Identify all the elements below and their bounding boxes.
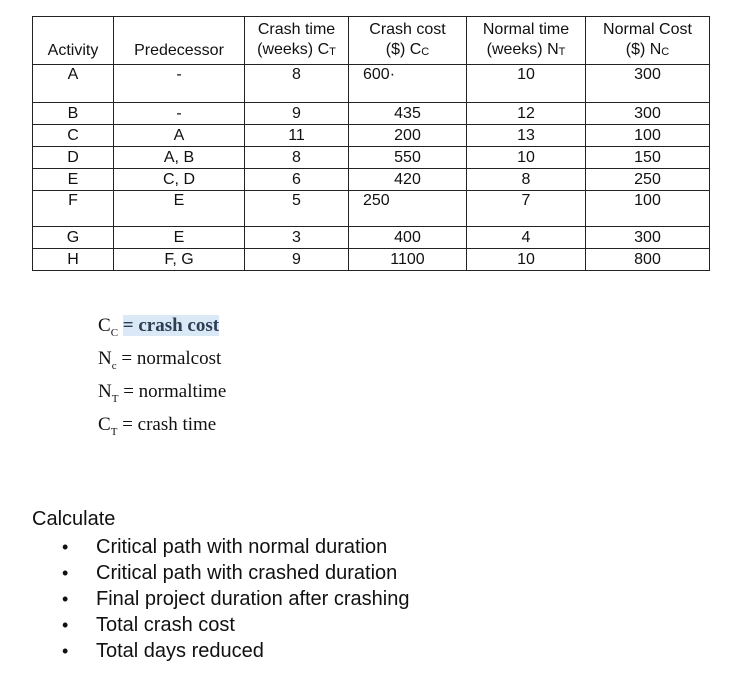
list-item: • Critical path with normal duration	[62, 536, 388, 558]
cell-normal-cost: 300	[586, 65, 710, 103]
cell-crash-time: 3	[245, 227, 349, 249]
cell-activity: E	[33, 169, 114, 191]
cell-crash-cost: 250	[349, 191, 467, 227]
list-item: • Total crash cost	[62, 614, 235, 636]
calculate-section	[32, 508, 410, 664]
cell-crash-cost: 550	[349, 147, 467, 169]
table-row-a	[33, 65, 710, 103]
table-row-g	[33, 227, 710, 249]
legend-definition: = normaltime	[123, 381, 227, 402]
list-item: • Final project duration after crashing	[62, 588, 410, 610]
cell-activity: B	[33, 103, 114, 125]
cell-normal-time: 4	[467, 227, 586, 249]
cell-crash-time: 11	[245, 125, 349, 147]
legend-item-crash-time	[98, 414, 216, 438]
bullet-icon: •	[62, 615, 69, 635]
cell-normal-cost: 100	[586, 191, 710, 227]
bullet-icon: •	[62, 537, 69, 557]
header-normal-time: Normal time (weeks) $N_T$	[467, 17, 586, 65]
cell-activity: F	[33, 191, 114, 227]
legend-item-crash-cost	[98, 315, 219, 339]
table-row-e	[33, 169, 710, 191]
cell-predecessor: A	[114, 125, 245, 147]
header-crash-time: Crash time (weeks) $C_T$	[245, 17, 349, 65]
cell-activity: D	[33, 147, 114, 169]
table-row-d	[33, 147, 710, 169]
cell-normal-time: 7	[467, 191, 586, 227]
legend-definition: = crash time	[122, 414, 217, 435]
legend-definition: = crash cost	[122, 315, 220, 336]
legend-definition: = normalcost	[121, 348, 222, 369]
cell-crash-cost: 435	[349, 103, 467, 125]
table-row-b	[33, 103, 710, 125]
list-item: • Total days reduced	[62, 640, 264, 662]
cell-crash-time: 6	[245, 169, 349, 191]
cell-predecessor: E	[114, 191, 245, 227]
legend-symbol: $N_c$	[98, 348, 117, 372]
cell-crash-time: 8	[245, 147, 349, 169]
header-crash-cost: Crash cost ($) $C_C$	[349, 17, 467, 65]
list-item: • Critical path with crashed duration	[62, 562, 398, 584]
cell-activity: H	[33, 249, 114, 271]
calculate-title: Calculate	[32, 508, 116, 530]
cell-normal-cost: 300	[586, 227, 710, 249]
cell-predecessor: F, G	[114, 249, 245, 271]
cell-predecessor: -	[114, 65, 245, 103]
cell-normal-cost: 100	[586, 125, 710, 147]
cell-normal-time: 8	[467, 169, 586, 191]
cell-normal-time: 12	[467, 103, 586, 125]
cell-predecessor: C, D	[114, 169, 245, 191]
legend-symbol: $C_C$	[98, 315, 119, 339]
table-header-row	[33, 17, 710, 65]
cell-crash-time: 5	[245, 191, 349, 227]
calculate-list	[32, 534, 410, 664]
cell-normal-time: 10	[467, 65, 586, 103]
bullet-icon: •	[62, 589, 69, 609]
legend-symbol: $C_T$	[98, 414, 118, 438]
header-activity: Activity	[33, 17, 114, 65]
cell-normal-cost: 250	[586, 169, 710, 191]
table-row-f	[33, 191, 710, 227]
header-normal-cost: Normal Cost ($) $N_C$	[586, 17, 710, 65]
table-row-h	[33, 249, 710, 271]
legend-item-normal-time	[98, 381, 226, 405]
cell-crash-cost: 200	[349, 125, 467, 147]
cell-predecessor: A, B	[114, 147, 245, 169]
legend-item-normal-cost	[98, 348, 221, 372]
cell-crash-time: 8	[245, 65, 349, 103]
header-predecessor: Predecessor	[114, 17, 245, 65]
cell-normal-time: 10	[467, 147, 586, 169]
bullet-icon: •	[62, 641, 69, 661]
cell-activity: G	[33, 227, 114, 249]
cell-predecessor: E	[114, 227, 245, 249]
cell-crash-cost: 1100	[349, 249, 467, 271]
bullet-icon: •	[62, 563, 69, 583]
cell-activity: A	[33, 65, 114, 103]
cell-crash-time: 9	[245, 103, 349, 125]
cell-predecessor: -	[114, 103, 245, 125]
table-row-c	[33, 125, 710, 147]
cell-normal-time: 13	[467, 125, 586, 147]
cell-normal-time: 10	[467, 249, 586, 271]
crashing-data-table	[32, 16, 710, 271]
cell-crash-cost: 600·	[349, 65, 467, 103]
cell-crash-cost: 420	[349, 169, 467, 191]
cell-normal-cost: 150	[586, 147, 710, 169]
cell-activity: C	[33, 125, 114, 147]
cell-crash-cost: 400	[349, 227, 467, 249]
cell-crash-time: 9	[245, 249, 349, 271]
legend-symbol: $N_T$	[98, 381, 119, 405]
cell-normal-cost: 800	[586, 249, 710, 271]
cell-normal-cost: 300	[586, 103, 710, 125]
